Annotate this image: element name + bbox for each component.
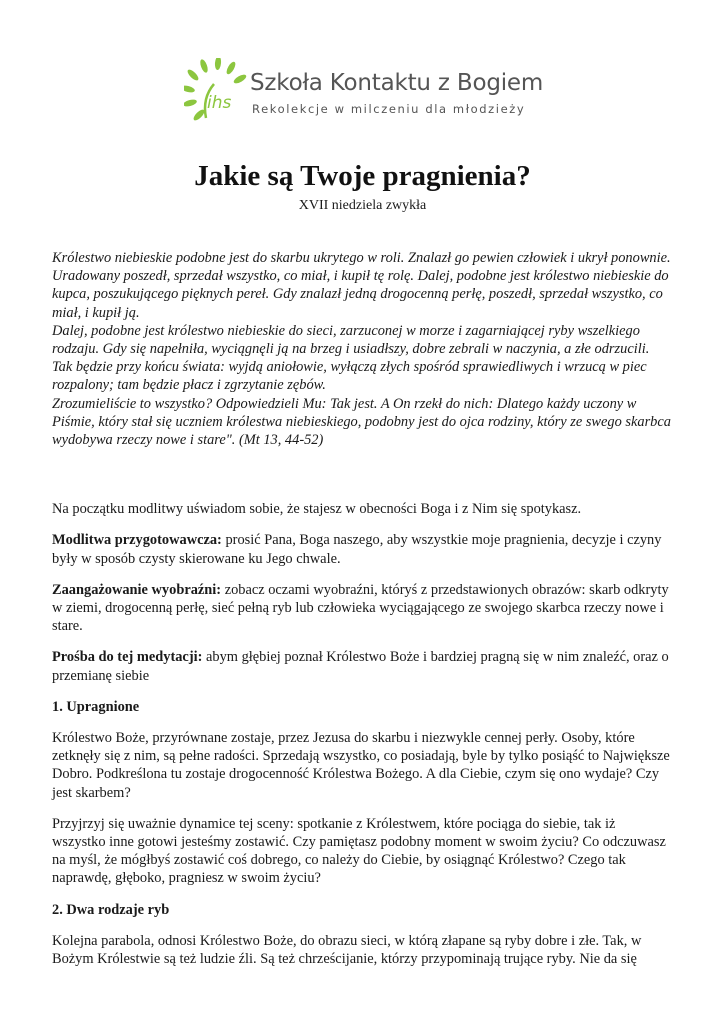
- section-heading: 2. Dwa rodzaje ryb: [52, 901, 170, 918]
- request-paragraph: [52, 648, 672, 684]
- section-paragraph: Kolejna parabola, odnosi Królestwo Boże, do obrazu sieci, w którą złapane są ryby dobre i złe. Tak, w Bożym Królestwie są też ludzie źli. Są też chrześcijanie, którzy przypominają trujące ryby. Nie da się: [52, 932, 642, 968]
- gospel-quote: [52, 249, 672, 449]
- quote-paragraph: Zrozumieliście to wszystko? Odpowiedzieli Mu: Tak jest. A On rzekł do nich: Dlatego każdy uczony w Piśmie, który stał się uczniem królestwa niebieskiego, podobny jest do ojca rodziny, który ze swego skarbca wydobywa rzeczy nowe i stare". (Mt 13, 44-52): [52, 395, 671, 449]
- logo-title: Szkoła Kontaktu z Bogiem: [250, 70, 544, 96]
- intro-paragraph: Na początku modlitwy uświadom sobie, że stajesz w obecności Boga i z Nim się spotykasz.: [52, 501, 582, 518]
- request-label: Prośba do tej medytacji:: [52, 649, 203, 666]
- logo-mark-text: ihs: [207, 93, 232, 113]
- section-heading: 1. Upragnione: [52, 698, 140, 715]
- prayer-text: prosić Pana, Boga naszego, aby wszystkie moje pragnienia, decyzje i czyny były w sposób czysty skierowane ku Jego chwale.: [52, 532, 662, 567]
- quote-paragraph: Dalej, podobne jest królestwo niebieskie do sieci, zarzuconej w morze i zagarniającej ryby wszelkiego rodzaju. Gdy się napełniła, wyciągnęli ją na brzeg i usiadłszy, dobre zebrali w naczynia, a złe odrzucili. Tak będzie przy końcu świata: wyjdą aniołowie, wyłączą złych spośród sprawiedliwych i wrzucą w piec rozpalony; tam będzie płacz i zgrzytanie zębów.: [52, 322, 650, 394]
- logo: [184, 58, 544, 130]
- page-title: Jakie są Twoje pragnienia?: [194, 160, 531, 192]
- section-paragraph: Królestwo Boże, przyrównane zostaje, przez Jezusa do skarbu i niezwykle cennej perły. Osoby, które zetknęły się z nim, są pełne radości. Sprzedają wszystko, co posiadają, byle by tylko posiąść to Największe Dobro. Podkreślona tu zostaje drogocenność Królestwa Bożego. A dla Ciebie, czym się ono wydaje? Czy jest skarbem?: [52, 730, 670, 801]
- page-subtitle: XVII niedziela zwykła: [298, 198, 427, 213]
- section-paragraph: Przyjrzyj się uważnie dynamice tej sceny: spotkanie z Królestwem, które pociąga do siebie, tak iż wszystko inne gotowi jesteśmy zostawić. Czy pamiętasz podobny moment w swoim życiu? Co odczuwasz na myśl, że mógłbyś zostawić coś dobrego, co należy do Ciebie, by osiągnąć Królestwo? Czego tak naprawdę, głęboko, pragniesz w swoim życiu?: [52, 815, 666, 887]
- imagination-text: zobacz oczami wyobraźni, któryś z przedstawionych obrazów: skarb odkryty w ziemi, drogocenną perłę, sieć pełną ryb lub człowieka wyciągającego ze swojego skarbca rzeczy nowe i stare.: [52, 581, 669, 635]
- quote-paragraph: Królestwo niebieskie podobne jest do skarbu ukrytego w roli. Znalazł go pewien człowiek i ukrył ponownie. Uradowany poszedł, sprzedał wszystko, co miał, i kupił tę rolę. Dalej, podobne jest królestwo niebieskie do kupca, poszukującego pięknych pereł. Gdy znalazł jedną drogocenną perłę, poszedł, sprzedał wszystko, co miał, i kupił ją.: [52, 250, 671, 321]
- prayer-paragraph: [52, 531, 672, 567]
- logo-subtitle: Rekolekcje w milczeniu dla młodzieży: [252, 102, 526, 116]
- sun-ihs-logo-icon: [184, 58, 248, 124]
- imagination-paragraph: [52, 581, 672, 636]
- document-body: [52, 249, 672, 981]
- prayer-label: Modlitwa przygotowawcza:: [52, 532, 222, 549]
- imagination-label: Zaangażowanie wyobraźni:: [52, 581, 222, 598]
- request-text: abym głębiej poznał Królestwo Boże i bardziej pragną się w nim znaleźć, oraz o przemianę siebie: [52, 649, 669, 684]
